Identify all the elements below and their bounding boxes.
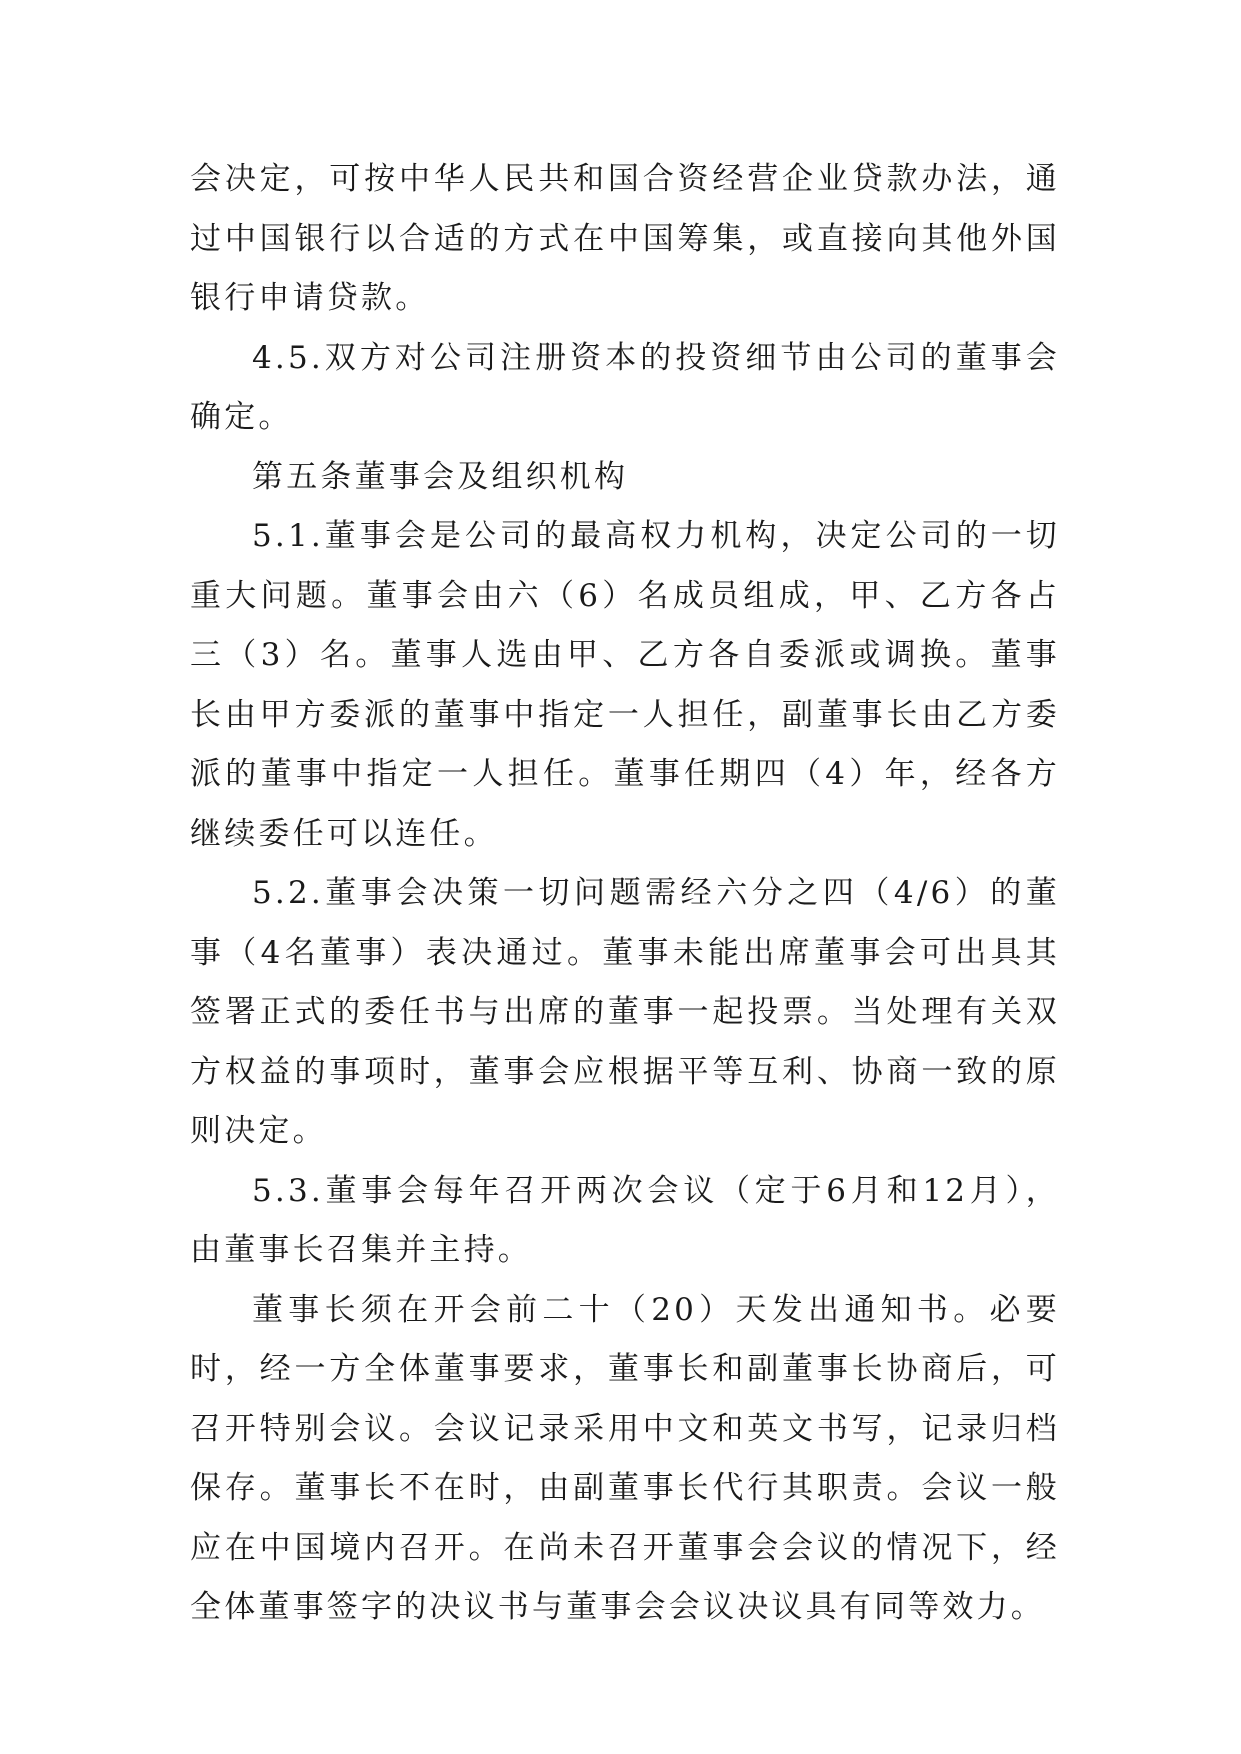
paragraph-5-2: 5.2.董事会决策一切问题需经六分之四（4/6）的董事（4名董事）表决通过。董事未能出席董事会可出具其签署正式的委任书与出席的董事一起投票。当处理有关双方权益的事项时，董事会应根据平等互利、协商一致的原则决定。	[190, 875, 1060, 1149]
paragraph-4-5: 4.5.双方对公司注册资本的投资细节由公司的董事会确定。	[190, 339, 1060, 435]
paragraph-5-1: 5.1.董事会是公司的最高权力机构，决定公司的一切重大问题。董事会由六（6）名成员组成，甲、乙方各占三（3）名。董事人选由甲、乙方各自委派或调换。董事长由甲方委派的董事中指定一人担任，副董事长由乙方委派的董事中指定一人担任。董事任期四（4）年，经各方继续委任可以连任。	[190, 518, 1060, 852]
paragraph-loan-decision: 会决定，可按中华人民共和国合资经营企业贷款办法，通过中国银行以合适的方式在中国筹集，或直接向其他外国银行申请贷款。	[190, 161, 1060, 316]
paragraph-chairman-notice: 董事长须在开会前二十（20）天发出通知书。必要时，经一方全体董事要求，董事长和副董事长协商后，可召开特别会议。会议记录采用中文和英文书写，记录归档保存。董事长不在时，由副董事长代行其职责。会议一般应在中国境内召开。在尚未召开董事会会议的情况下，经全体董事签字的决议书与董事会会议决议具有同等效力。	[190, 1291, 1060, 1625]
document-page	[190, 150, 1060, 1638]
section-heading-article-5: 第五条董事会及组织机构	[252, 458, 629, 495]
paragraph-5-3: 5.3.董事会每年召开两次会议（定于6月和12月），由董事长召集并主持。	[190, 1172, 1060, 1268]
